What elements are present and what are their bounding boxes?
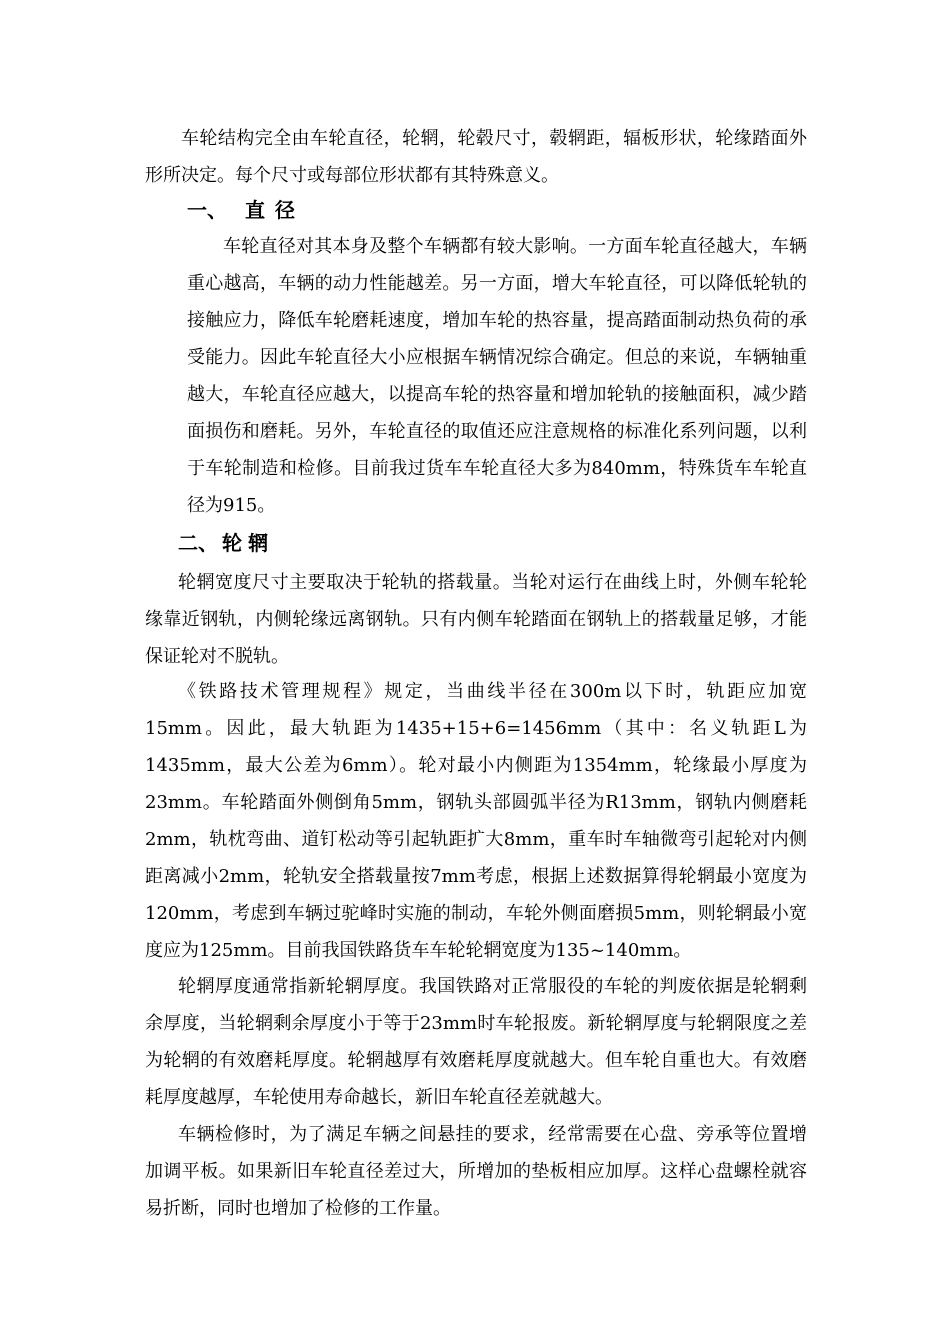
section-2-paragraph-maintenance: 车辆检修时，为了满足车辆之间悬挂的要求，经常需要在心盘、旁承等位置增加调平板。如果新旧车轮直径差过大，所增加的垫板相应加厚。这样心盘螺栓就容易折断，同时也增加了检修的工作量。 <box>145 1124 807 1219</box>
section-1-number: 一、 <box>187 198 227 222</box>
section-2-paragraph-rim-width: 轮辋宽度尺寸主要取决于轮轨的搭载量。当轮对运行在曲线上时，外侧车轮轮缘靠近钢轨，内侧轮缘远离钢轨。只有内侧车轮踏面在钢轨上的搭载量足够，才能保证轮对不脱轨。 <box>145 572 807 667</box>
section-1-title: 直径 <box>245 198 305 222</box>
section-2-paragraph-regulation: 《铁路技术管理规程》规定，当曲线半径在300m以下时，轨距应加宽15mm。因此，最大轨距为1435+15+6=1456mm（其中：名义轨距L为1435mm，最大公差为6mm）。轮对最小内侧距为1354mm，轮缘最小厚度为23mm。车轮踏面外侧倒角5mm，钢轨头部圆弧半径为R13mm，钢轨内侧磨耗2mm，轨枕弯曲、道钉松动等引起轨距扩大8mm，重车时车轴微弯引起轮对内侧距离减小2mm，轮轨安全搭载量按7mm考虑，根据上述数据算得轮辋最小宽度为120mm，考虑到车辆过驼峰时实施的制动，车轮外侧面磨损5mm，则轮辋最小宽度应为125mm。目前我国铁路货车车轮轮辋宽度为135~140mm。 <box>145 681 807 961</box>
intro-paragraph: 车轮结构完全由车轮直径，轮辋，轮毂尺寸，毂辋距，辐板形状，轮缘踏面外形所决定。每个尺寸或每部位形状都有其特殊意义。 <box>145 128 807 186</box>
section-2-title: 轮辋 <box>222 531 274 555</box>
section-2-paragraph-rim-thickness: 轮辋厚度通常指新轮辋厚度。我国铁路对正常服役的车轮的判废依据是轮辋剩余厚度，当轮辋剩余厚度小于等于23mm时车轮报废。新轮辋厚度与轮辋限度之差为轮辋的有效磨耗厚度。轮辋越厚有效磨耗厚度就越大。但车轮自重也大。有效磨耗厚度越厚，车轮使用寿命越长，新旧车轮直径差就越大。 <box>145 976 807 1108</box>
section-1-paragraph: 车轮直径对其本身及整个车辆都有较大影响。一方面车轮直径越大，车辆重心越高，车辆的动力性能越差。另一方面，增大车轮直径，可以降低轮轨的接触应力，降低车轮磨耗速度，增加车轮的热容量，提高踏面制动热负荷的承受能力。因此车轮直径大小应根据车辆情况综合确定。但总的来说，车辆轴重越大，车轮直径应越大，以提高车轮的热容量和增加轮轨的接触面积，减少踏面损伤和磨耗。另外，车轮直径的取值还应注意规格的标准化系列问题，以利于车轮制造和检修。目前我过货车车轮直径大多为840mm，特殊货车车轮直径为915。 <box>187 236 807 516</box>
section-1-heading <box>187 195 305 225</box>
section-2-number: 二、 <box>178 531 218 555</box>
section-2-heading <box>178 528 274 558</box>
